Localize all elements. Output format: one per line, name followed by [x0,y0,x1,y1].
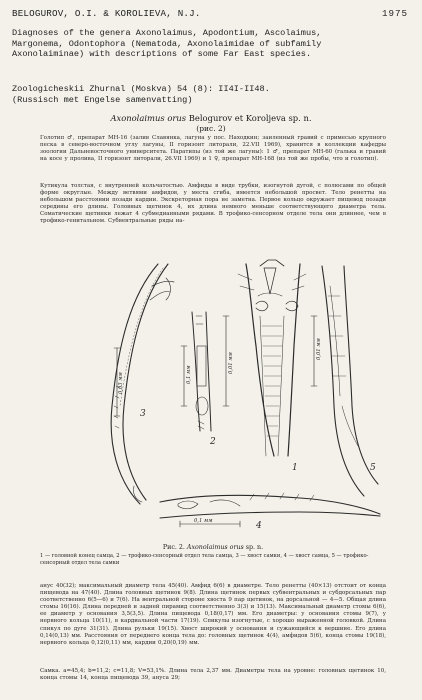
caption-label: Рис. 2. [162,544,185,551]
panel-1-drawing [223,260,306,456]
panel-number: 2 [210,437,216,447]
publication-year: 1975 [381,8,408,19]
scale-label: 0,1 мм [194,518,213,524]
journal-citation [12,84,412,105]
figure-legend: 1 — головной конец самца, 2 — трофико-сенсорный отдел тела самца, 3 — хвост самки, 4 — хвост самца, 5 — трофико-сенсорный отдел тела самки [40,553,369,566]
journal-line: (Russisch met Engelse samenvatting) [12,94,193,105]
caption-suffix: sp. n. [245,544,264,551]
scale-label: 0,1 мм [186,365,192,384]
paragraph-morphology: Кутикула толстая, с внутренней кольчатостью. Амфиды в виде трубки, изогнутой дугой, с полюсами по общей форме округлые. Между ветвями амфидов, у места сгиба, имеется небольшой просвет. Тело ренетты на небольшом расстоянии позади кардии. Экскреторная пора не заметна. Первое кольцо окружает пищевод позади середины его длины. Головных щетинок 4, их длина немного меньше соответствующего диаметра тела. Соматические щетинки лежат 4 субмедианными рядами. В трофико-сенсорном отделе тела они длиннее, чем в трофико-генитальном. Субвентральные ряды на- [40,183,386,225]
caption-species: Axonolaimus orus [186,544,244,551]
panel-number: 5 [370,463,376,473]
authors: BELOGUROV, O.I. & KOROLIEVA, N.J. [12,8,201,19]
panel-5-drawing [311,266,378,496]
panel-number: 4 [256,521,262,530]
scale-label: 0,01 мм [228,352,234,374]
species-author: Belogurov et Koroljeva sp. n. [188,113,312,123]
panel-number: 1 [292,463,298,473]
title-line: Margonema, Odontophora (Nematoda, Axonolaimidae of subfamily [12,38,322,49]
paragraph-female: Самка. a=45,4; b=11,2; c=11,8; V=53,1%. Длина тела 2,37 мм. Диаметры тела на уровне: головных щетинок 10, конца стомы 14, конца пищевода 39, ануса 29; [40,668,386,682]
figure-caption [40,544,386,551]
title-line: Diagnoses of the genera Axonolaimus, Apodontium, Ascolaimus, [12,28,322,38]
species-name: Axonolaimus orus [110,113,187,123]
title-line: Axonolaiminae) with descriptions of some Far East species. [12,49,312,60]
paragraph-holotype: Голотип ♂, препарат МН-16 (залив Славянка, лагуна у пос. Находкин; заиленный гравий с примесью крупного песка в северо-восточном углу лагуны, II горизонт литорали, 22.VII 1969), хранится в коллекции кафедры зоологии Дальневосточного университета. Паратипы (из той же лагуны): 1 ♂, препарат МН-60 (галька и гравий на косе у пролива, II горизонт литорали, 26.VII 1969) и 1 ♀, препарат МН-168 (из той же пробы, что и голотип). [40,135,386,163]
scale-label: 0,01 мм [316,338,322,360]
panel-number: 3 [140,409,146,419]
species-heading [0,113,422,123]
figure-drawings [60,256,395,530]
reference-header [12,8,408,22]
panel-4-drawing [160,493,380,527]
paragraph-measurements: анус 40(32); максимальный диаметр тела 45(40). Амфид 6(6) в диаметре. Тело ренетты (40×13) отстоит от конца пищевода на 47(40). Длина головных щетинок 9(8). Длина щетинок первых субвентральных и субдорсальных пар соответственно 6(5—6) и 7(6). На вентральной стороне хвоста 9 пар щетинок, на дорсальной — 4—5. Общая длина стомы 16(16). Длина передней и задней пирамид соответственно 3(3) и 15(13). Максимальный диаметр стомы 6(6), ее диаметр у основания 3,5(3,5). Длина пищевода 0,18(0,17) мм. Его диаметры: у основания стомы 9(7), у нервного кольца 10(11), в кардиальной части 17(19). Спикулы изогнутые, с хорошо выраженной головкой. Длина спикул по дуге 31(31). Длина рульки 19(15). Хвост широкий у основания и сужающийся к вершине. Его длина 0,14(0,13) мм. Расстояния от переднего конца тела до: головных щетинок 4(4), амфидов 5(6), конца стомы 19(18), нервного кольца 0,12(0,11) мм, кардии 0,20(0,19) мм. [40,583,386,646]
reference-title [12,28,412,60]
journal-line: Zoologicheskii Zhurnal (Moskva) 54 (8): II4I-II48. [12,84,270,94]
figure-reference: (рис. 2) [196,124,226,133]
scale-label: 0,03 мм [118,372,124,394]
